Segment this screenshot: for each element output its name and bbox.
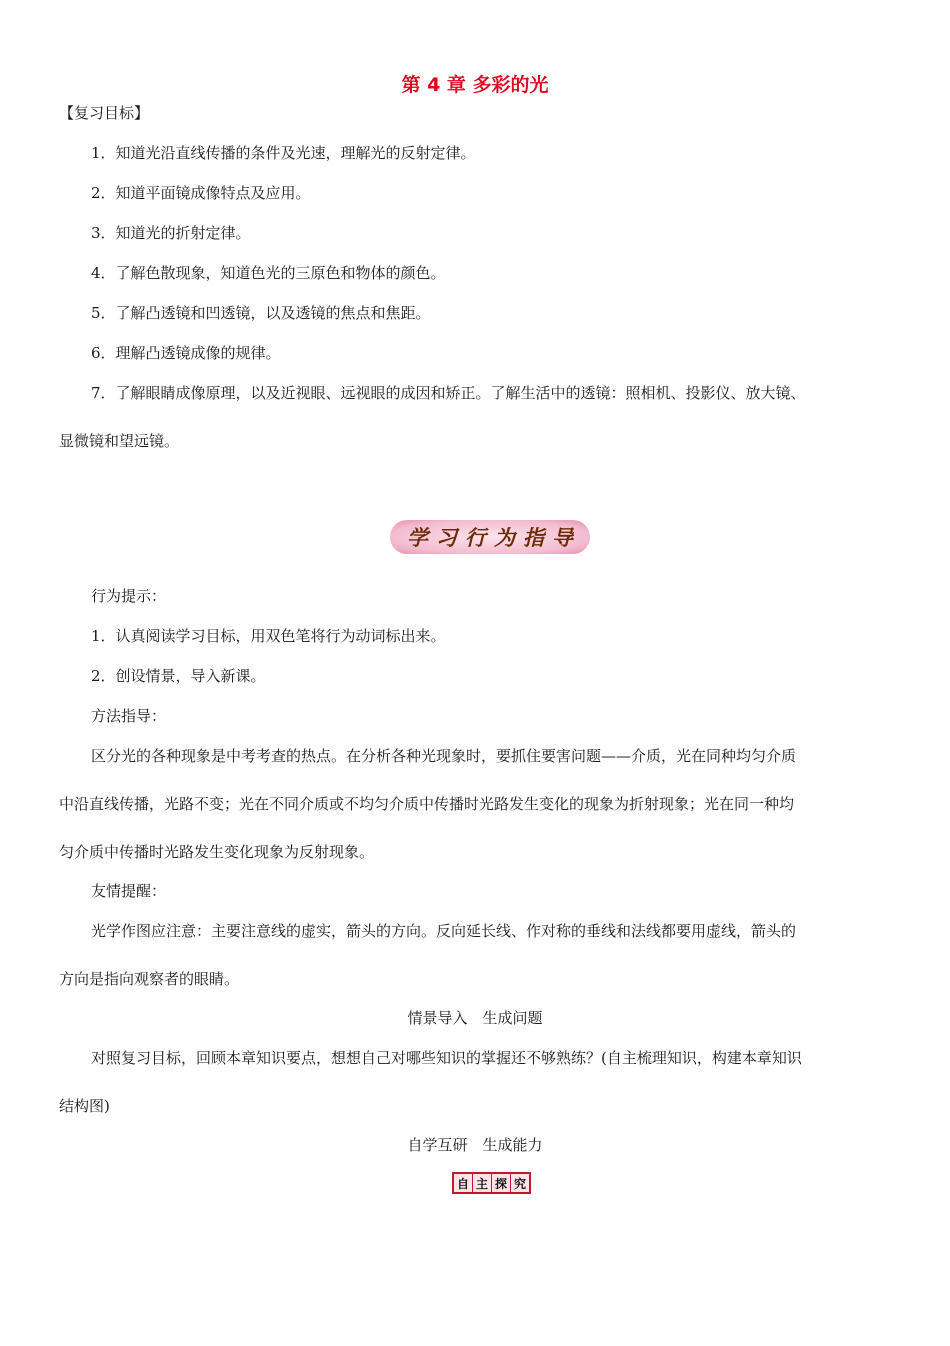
review-item-2: 2．知道平面镜成像特点及应用。 xyxy=(91,184,311,202)
section-heading-scene: 情景导入 生成问题 xyxy=(407,1009,543,1027)
review-item-7: 7．了解眼睛成像原理，以及近视眼、远视眼的成因和矫正。了解生活中的透镜：照相机、投影仪、放大镜、 xyxy=(91,384,806,402)
stamp-char: 究 xyxy=(511,1174,529,1192)
stamp-char: 自 xyxy=(454,1174,473,1192)
reminder-line-2: 方向是指向观察者的眼睛。 xyxy=(59,970,240,988)
study-guide-banner xyxy=(390,520,590,554)
review-item-1: 1．知道光沿直线传播的条件及光速，理解光的反射定律。 xyxy=(91,144,476,162)
banner-char: 为 xyxy=(494,526,515,550)
banner-chars xyxy=(390,520,590,554)
review-item-3: 3．知道光的折射定律。 xyxy=(91,224,251,242)
stamp-char: 探 xyxy=(492,1174,511,1192)
behavior-item-2: 2．创设情景，导入新课。 xyxy=(91,667,266,685)
review-item-5: 5．了解凸透镜和凹透镜，以及透镜的焦点和焦距。 xyxy=(91,304,431,322)
behavior-item-1: 1．认真阅读学习目标，用双色笔将行为动词标出来。 xyxy=(91,627,446,645)
chapter-title: 第 4 章 多彩的光 xyxy=(401,74,549,96)
banner-char: 学 xyxy=(407,526,428,550)
stamp-char: 主 xyxy=(473,1174,492,1192)
behavior-label: 行为提示： xyxy=(91,587,167,605)
reminder-line-1: 光学作图应注意：主要注意线的虚实，箭头的方向。反向延长线、作对称的垂线和法线都要用虚线，箭头的 xyxy=(91,922,797,940)
scene-line-2: 结构图) xyxy=(59,1097,110,1115)
banner-char: 指 xyxy=(523,526,544,550)
review-heading: 【复习目标】 xyxy=(59,104,150,122)
banner-char: 行 xyxy=(465,526,486,550)
section-heading-selfstudy: 自学互研 生成能力 xyxy=(407,1136,543,1154)
review-item-4: 4．了解色散现象，知道色光的三原色和物体的颜色。 xyxy=(91,264,446,282)
self-explore-stamp xyxy=(452,1172,531,1194)
banner-char: 习 xyxy=(436,526,457,550)
review-item-7-continued: 显微镜和望远镜。 xyxy=(59,432,180,450)
method-line-3: 匀介质中传播时光路发生变化现象为反射现象。 xyxy=(59,843,375,861)
review-item-6: 6．理解凸透镜成像的规律。 xyxy=(91,344,281,362)
scene-line-1: 对照复习目标，回顾本章知识要点，想想自己对哪些知识的掌握还不够熟练？(自主梳理知识，构建本章知识 xyxy=(91,1049,802,1067)
method-label: 方法指导： xyxy=(91,707,167,725)
method-line-2: 中沿直线传播，光路不变；光在不同介质或不均匀介质中传播时光路发生变化的现象为折射现象；光在同一种均 xyxy=(59,795,795,813)
banner-char: 导 xyxy=(552,526,573,550)
reminder-label: 友情提醒： xyxy=(91,882,167,900)
method-line-1: 区分光的各种现象是中考考查的热点。在分析各种光现象时，要抓住要害问题——介质，光在同种均匀介质 xyxy=(91,747,797,765)
